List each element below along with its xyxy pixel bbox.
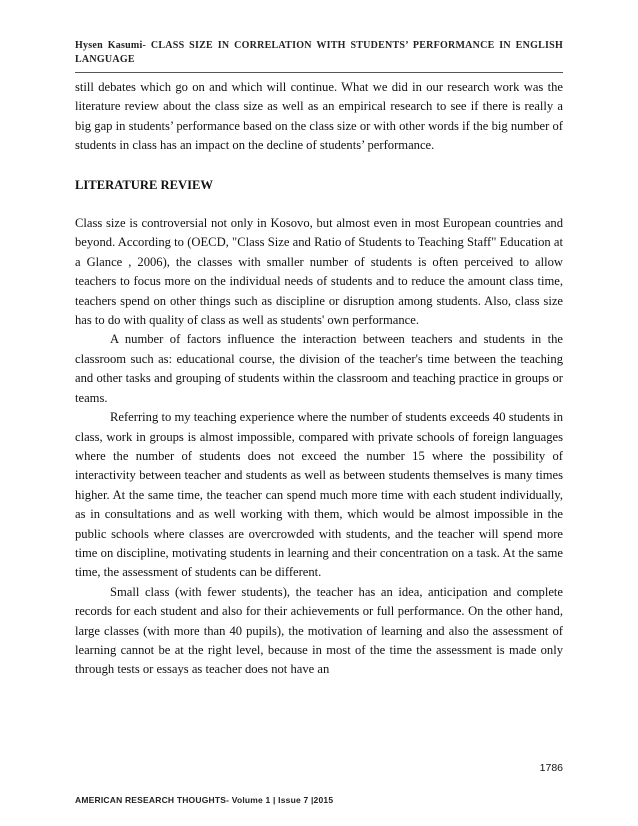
header-divider <box>75 72 563 73</box>
article-body <box>75 78 563 680</box>
body-paragraph-1: Class size is controversial not only in Kosovo, but almost even in most European countries and beyond. According to (OECD, "Class Size and Ratio of Students to Teaching Staff" Education at a Glance , 2006), the classes with smaller number of students is often perceived to allow teachers to focus more on the individual needs of students and to reduce the amount class time, teachers spend on other things such as discipline or disruption among students. Also, class size has to do with quality of class as well as students' own performance. <box>75 216 563 328</box>
body-paragraph-2: A number of factors influence the interaction between teachers and students in the classroom such as: educational course, the division of the teacher's time between the teaching and other tasks and grouping of students within the classroom and teaching practice in groups or teams. <box>75 332 563 405</box>
page-number: 1786 <box>539 762 563 774</box>
section-heading: LITERATURE REVIEW <box>75 177 213 192</box>
running-header: Hysen Kasumi- CLASS SIZE IN CORRELATION WITH STUDENTS’ PERFORMANCE IN ENGLISH LANGUAGE <box>75 40 563 65</box>
body-paragraph-4: Small class (with fewer students), the teacher has an idea, anticipation and complete records for each student and also for their achievements or full performance. On the other hand, large classes (with more than 40 pupils), the motivation of learning and also the assessment of learning cannot be at the right level, because in most of the time the assessment is made only through tests or essays as teacher does not have an <box>75 584 563 677</box>
intro-paragraph: still debates which go on and which will continue. What we did in our research work was the literature review about the class size as well as an empirical research to see if there is really a big gap in students’ performance based on the class size or with other words if the big number of students in class has an impact on the decline of students’ performance. <box>75 80 563 153</box>
body-paragraph-3: Referring to my teaching experience where the number of students exceeds 40 students in class, work in groups is almost impossible, compared with private schools of foreign languages where the number of students does not exceed the number 15 where the possibility of interactivity between teacher and students as well as between students themselves is many times higher. At the same time, the teacher can spend much more time with each student individually, as in consultations and as well working with them, which would be almost impossible in the public schools where classes are overcrowded with students, and the teacher will spend more time on discipline, motivating students in learning and their concentration on a task. At the same time, the assessment of students can be different. <box>75 410 563 580</box>
journal-footer: AMERICAN RESEARCH THOUGHTS- Volume 1 | Issue 7 |2015 <box>75 795 334 805</box>
